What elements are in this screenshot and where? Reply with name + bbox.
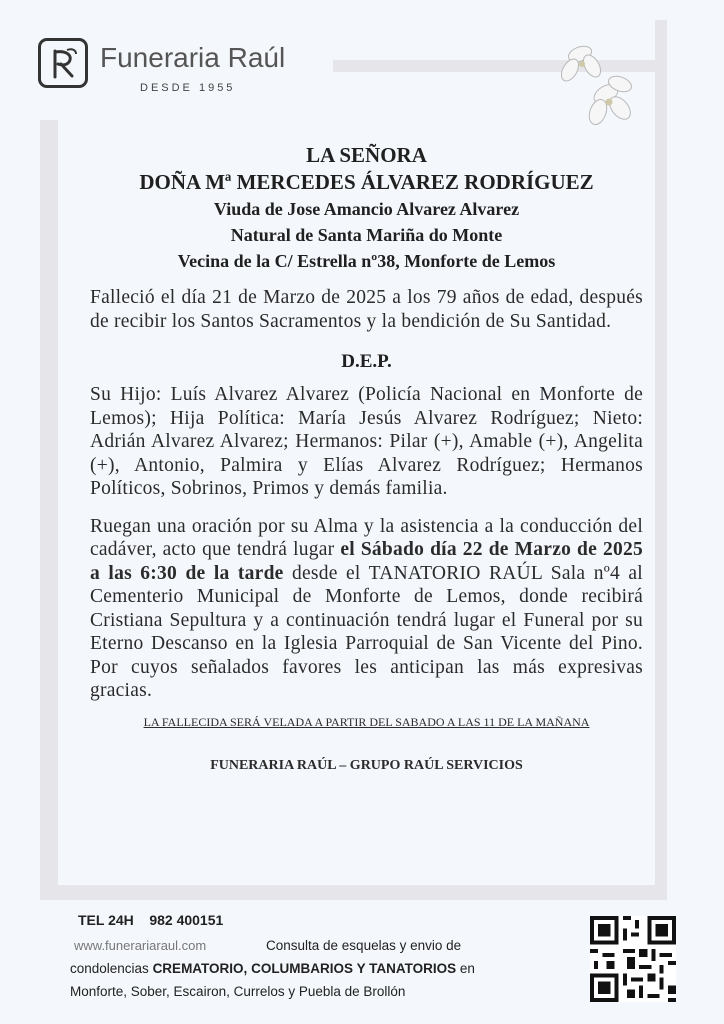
frame-left-bar <box>40 120 58 900</box>
footer-line3: Monforte, Sober, Escairon, Currelos y Puebla de Brollón <box>70 984 406 999</box>
logo-since: DESDE 1955 <box>140 82 236 94</box>
logo-name: Funeraria Raúl <box>100 42 286 73</box>
footer-line2-post: en <box>456 961 475 976</box>
family-paragraph: Su Hijo: Luís Alvarez Alvarez (Policía Nacional en Monforte de Lemos); Hija Política: María Jesús Alvarez Rodríguez; Nieto: Adrián Alvarez Alvarez; Hermanos: Pilar (+), Amable (+), Angelita (+), Antonio, Palmira y Elías Alvarez Rodríguez; Hermanos Políticos, Sobrinos, Primos y demás familia. <box>90 384 643 499</box>
frame-right-bar <box>655 20 667 900</box>
title-line1: LA SEÑORA <box>306 143 427 167</box>
flowers-icon <box>540 24 650 139</box>
qr-code-icon[interactable] <box>590 916 676 1007</box>
tel-line <box>78 912 223 928</box>
ceremony-datetime: el Sábado día 22 de Marzo de 2025 a las 6:30 de la tarde <box>90 539 643 584</box>
website-link[interactable]: www.funerariaraul.com <box>74 938 207 953</box>
obituary-body <box>90 142 643 774</box>
ceremony-rest: desde el TANATORIO RAÚL Sala nº4 al Cementerio Municipal de Monforte de Lemos, donde recibirá Cristiana Sepultura y a continuación tendrá lugar el Funeral por su Eterno Descanso en la Iglesia Parroquial de San Vicente del Pino. Por cuyos señalados favores les anticipan las más expresivas gracias. <box>90 562 643 701</box>
frame-bottom-bar <box>40 885 667 900</box>
deceased-name: DOÑA Mª MERCEDES ÁLVAREZ RODRÍGUEZ <box>139 170 594 194</box>
resident-line: Vecina de la C/ Estrella nº38, Monforte de Lemos <box>177 251 556 271</box>
tel-label: TEL 24H <box>78 912 134 928</box>
dep-heading: D.E.P. <box>341 351 392 372</box>
widow-line: Viuda de Jose Amancio Alvarez Alvarez <box>213 199 520 219</box>
footer-line2 <box>70 961 475 976</box>
ceremony-paragraph <box>90 515 643 703</box>
tel-number[interactable]: 982 400151 <box>149 912 224 928</box>
wake-note: LA FALLECIDA SERÁ VELADA A PARTIR DEL SABADO A LAS 11 DE LA MAÑANA <box>143 714 590 729</box>
signature: FUNERARIA RAÚL – GRUPO RAÚL SERVICIOS <box>210 757 523 773</box>
footer-line1: Consulta de esquelas y envio de <box>266 938 462 953</box>
ceremony-intro: Ruegan una oración por su Alma y la asistencia a la conducción del cadáver, acto que tendrá lugar <box>90 515 643 560</box>
native-line: Natural de Santa Mariña do Monte <box>230 225 503 245</box>
footer-line2-pre: condolencias <box>70 961 153 976</box>
footer-line2-bold: CREMATORIO, COLUMBARIOS Y TANATORIOS <box>152 961 457 976</box>
death-paragraph: Falleció el día 21 de Marzo de 2025 a los 79 años de edad, después de recibir los Santos Sacramentos y la bendición de Su Santidad. <box>90 287 643 332</box>
logo-mark-icon <box>38 38 88 88</box>
